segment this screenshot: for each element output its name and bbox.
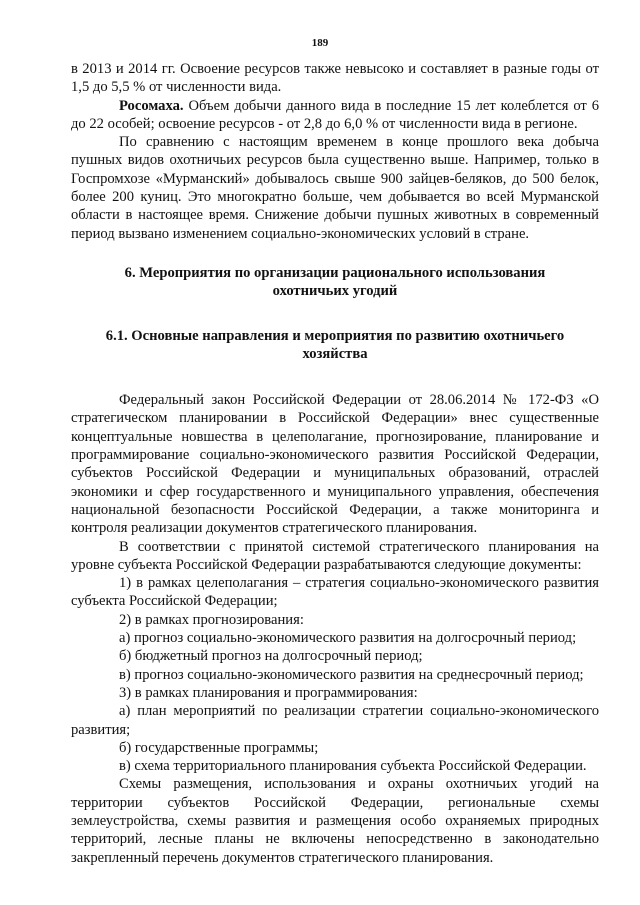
paragraph-comparison: По сравнению с настоящим временем в конце прошлого века добыча пушных видов охотничьих ресурсов была существенно выше. Например, только в Госпромхозе «Мурманский» добывалось свыше 900 зайцев-беляков, до 500 белок, более 200 куниц. Это многократно больше, чем добывается во всей Мурманской области в настоящее время. Снижение добычи пушных животных в современный период вызвано изменением социально-экономических условий в стране. bbox=[71, 134, 599, 242]
wolverine-text: Объем добычи данного вида в последние 15 лет колеблется от 6 до 22 особей; освоение ресурсов - от 2,8 до 6,0 % от численности вида в регионе. bbox=[71, 97, 599, 132]
list-item-planning: 3) в рамках планирования и программирования: bbox=[119, 684, 418, 701]
list-subitem-longterm-forecast: а) прогноз социально-экономического развития на долгосрочный период; bbox=[119, 630, 577, 647]
list-subitem-state-programs: б) государственные программы; bbox=[119, 739, 319, 756]
paragraph-planning-system: В соответствии с принятой системой стратегического планирования на уровне субъекта Российской Федерации разрабатываются следующие документы: bbox=[71, 538, 599, 573]
page-number: 189 bbox=[311, 37, 329, 49]
list-item-forecasting: 2) в рамках прогнозирования: bbox=[119, 611, 304, 628]
paragraph-hunting-schemes: Схемы размещения, использования и охраны охотничьих угодий на территории субъектов Российской Федерации, региональные схемы землеустройства, схемы развития и размещения особо охраняемых природных территорий, лесные планы не включены непосредственно в законодательно закрепленный перечень документов стратегического планирования. bbox=[71, 776, 599, 866]
list-subitem-territorial-scheme: в) схема территориального планирования субъекта Российской Федерации. bbox=[119, 758, 587, 775]
list-subitem-budget-forecast: б) бюджетный прогноз на долгосрочный период; bbox=[119, 648, 423, 665]
subsection-heading: 6.1. Основные направления и мероприятия по развитию охотничьего хозяйства bbox=[105, 327, 565, 362]
document-body bbox=[71, 60, 599, 867]
paragraph-federal-law: Федеральный закон Российской Федерации от 28.06.2014 № 172-ФЗ «О стратегическом планировании в Российской Федерации» внес существенные концептуальные новшества в целеполагание, прогнозирование, планирование и программирование социально-экономического развития Российской Федерации, субъектов Российской Федерации и муниципальных образований, отраслей экономики и сфер государственного и муниципального управления, обеспечения национальной безопасности Российской Федерации, а также мониторинга и контроля реализации документов стратегического планирования. bbox=[71, 392, 599, 537]
list-subitem-action-plan: а) план мероприятий по реализации стратегии социально-экономического развития; bbox=[71, 703, 599, 738]
section-heading: 6. Мероприятия по организации рационального использования охотничьих угодий bbox=[124, 264, 546, 300]
paragraph-species-intro: в 2013 и 2014 гг. Освоение ресурсов также невысоко и составляет в разные годы от 1,5 до 5,5 % от численности вида. bbox=[71, 61, 599, 96]
paragraph-wolverine bbox=[71, 97, 599, 134]
list-subitem-midterm-forecast: в) прогноз социально-экономического развития на среднесрочный период; bbox=[119, 666, 584, 683]
list-item-goal-setting: 1) в рамках целеполагания – стратегия социально-экономического развития субъекта Российской Федерации; bbox=[71, 575, 599, 610]
species-name-wolverine: Росомаха. bbox=[119, 97, 184, 114]
